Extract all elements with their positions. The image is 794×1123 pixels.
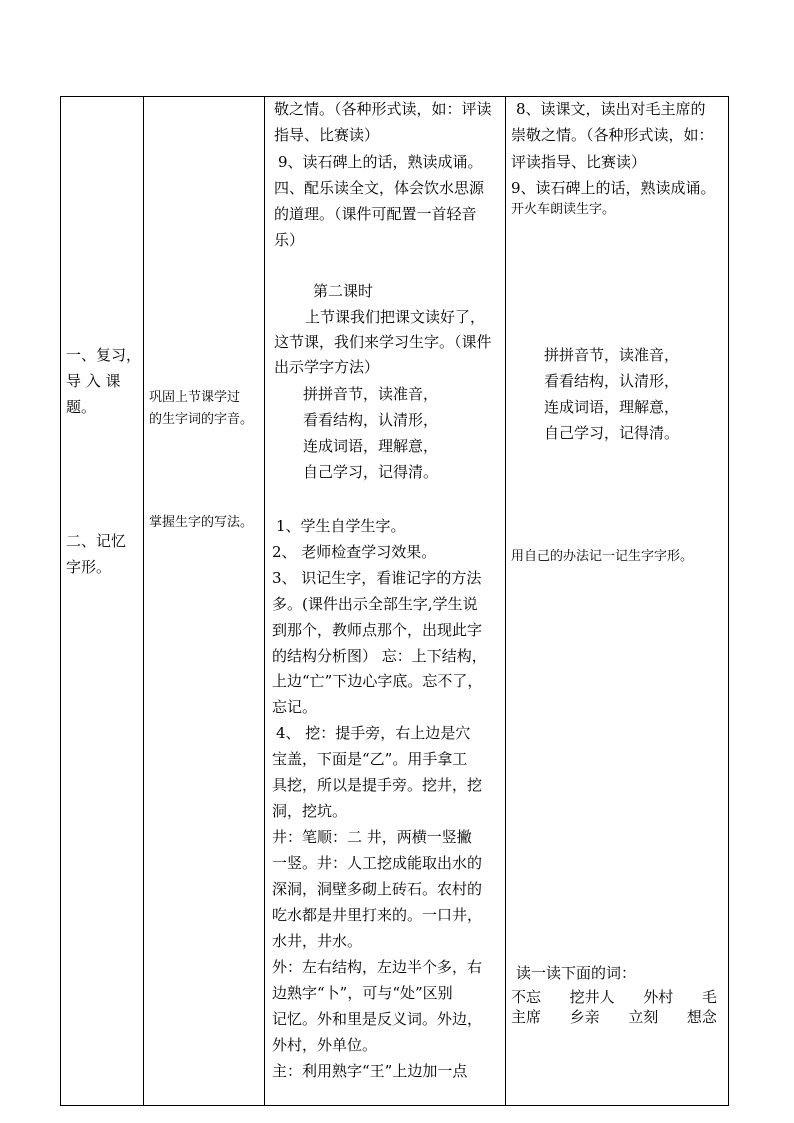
teacher-text-line: 乐） bbox=[274, 231, 305, 249]
teacher-intro-line: 这节课，我们来学习生字。（课件 bbox=[274, 333, 492, 351]
teacher-step-line: 洞，挖坑。 bbox=[272, 802, 348, 820]
teacher-step-line: 到那个，教师点那个，出现此字 bbox=[272, 621, 483, 639]
student-text-line: 9、读石碑上的话，熟读成诵。 bbox=[511, 179, 716, 197]
table-col-border-left bbox=[60, 96, 61, 1106]
table-top-border bbox=[60, 96, 729, 97]
teacher-step-line: 边熟字“卜”，可与“处”区别 bbox=[272, 984, 453, 1002]
student-memory-note: 用自己的办法记一记生字字形。 bbox=[511, 549, 694, 564]
teacher-step-line: 井：笔顺：二 井，两横一竖撇 bbox=[272, 828, 472, 846]
read-words-line: 不忘 挖井人 外村 毛 bbox=[511, 988, 717, 1006]
student-small-note: 开火车朗读生字。 bbox=[511, 202, 616, 217]
student-text-line: 8、读课文，读出对毛主席的 bbox=[516, 100, 706, 118]
table-col-border-1 bbox=[143, 96, 144, 1106]
teacher-text-line: 四、配乐读全文，体会饮水思源 bbox=[274, 179, 485, 197]
student-text-line: 崇敬之情。（各种形式读，如： bbox=[511, 126, 714, 144]
read-words-line: 主席 乡亲 立刻 想念 bbox=[511, 1008, 717, 1026]
goal-memory: 掌握生字的写法。 bbox=[149, 515, 254, 530]
teacher-step-line: 的结构分析图） 忘：上下结构， bbox=[272, 647, 487, 665]
stage-memory-line: 字形。 bbox=[66, 558, 112, 576]
teacher-step-line: 外村，外单位。 bbox=[272, 1036, 378, 1054]
teacher-intro-line: 出示学字方法） bbox=[274, 358, 380, 376]
lesson-title: 第二课时 bbox=[313, 282, 374, 300]
teacher-text-line: 敬之情。（各种形式读，如：评读 bbox=[274, 100, 492, 118]
teacher-step-line: 记忆。外和里是反义词。外边， bbox=[272, 1010, 483, 1028]
student-text-line: 评读指导、比赛读） bbox=[511, 153, 647, 171]
student-method-line: 自己学习，记得清。 bbox=[544, 424, 680, 442]
teacher-step-line: 具挖，所以是提手旁。挖井，挖 bbox=[272, 776, 483, 794]
student-method-line: 拼拼音节，读准音， bbox=[544, 346, 680, 364]
teacher-step-line: 主：利用熟字“王”上边加一点 bbox=[272, 1062, 468, 1080]
table-col-border-right bbox=[728, 96, 729, 1106]
teacher-step-line: 忘记。 bbox=[272, 698, 318, 716]
teacher-step-line: 3、 识记生字，看谁记字的方法 bbox=[272, 569, 482, 587]
table-col-border-2 bbox=[264, 96, 265, 1106]
student-method-line: 连成词语，理解意， bbox=[544, 398, 680, 416]
goal-review-line: 巩固上节课学过 bbox=[149, 390, 241, 405]
teacher-step-line: 上边“亡”下边心字底。忘不了， bbox=[272, 672, 483, 690]
teacher-step-line: 一竖。井：人工挖成能取出水的 bbox=[272, 854, 483, 872]
teacher-step-line: 2、 老师检查学习效果。 bbox=[272, 543, 437, 561]
teacher-step-line: 宝盖，下面是“乙”。用手拿工 bbox=[272, 750, 468, 768]
goal-review-line: 的生字词的字音。 bbox=[149, 412, 254, 427]
student-method-line: 看看结构，认清形， bbox=[544, 372, 680, 390]
teacher-intro-line: 上节课我们把课文读好了， bbox=[305, 308, 486, 326]
teacher-method-line: 连成词语，理解意， bbox=[303, 437, 439, 455]
teacher-step-line: 水井，井水。 bbox=[272, 932, 363, 950]
teacher-method-line: 自己学习，记得清。 bbox=[303, 463, 439, 481]
teacher-text-line: 9、读石碑上的话，熟读成诵。 bbox=[278, 153, 483, 171]
table-bottom-border bbox=[60, 1105, 729, 1106]
teacher-method-line: 看看结构，认清形， bbox=[303, 411, 439, 429]
teacher-step-line: 4、 挖：提手旁，右上边是穴 bbox=[276, 724, 471, 742]
teacher-step-line: 外：左右结构，左边半个多，右 bbox=[272, 958, 483, 976]
stage-review-line: 导 入 课 bbox=[66, 372, 121, 390]
stage-review-line: 一、复习， bbox=[66, 346, 142, 364]
read-words-title: 读一读下面的词： bbox=[516, 964, 637, 982]
teacher-text-line: 的道理。（课件可配置一首轻音 bbox=[274, 205, 477, 223]
table-col-border-3 bbox=[505, 96, 506, 1106]
teacher-step-line: 多。(课件出示全部生字,学生说 bbox=[272, 595, 478, 613]
stage-review-line: 题。 bbox=[66, 398, 97, 416]
teacher-step-line: 1、学生自学生字。 bbox=[276, 517, 406, 535]
stage-memory-line: 二、记忆 bbox=[66, 532, 127, 550]
teacher-step-line: 吃水都是井里打来的。一口井， bbox=[272, 906, 483, 924]
teacher-method-line: 拼拼音节，读准音， bbox=[303, 385, 439, 403]
teacher-text-line: 指导、比赛读） bbox=[274, 126, 380, 144]
teacher-step-line: 深洞，洞壁多砌上砖石。农村的 bbox=[272, 880, 483, 898]
